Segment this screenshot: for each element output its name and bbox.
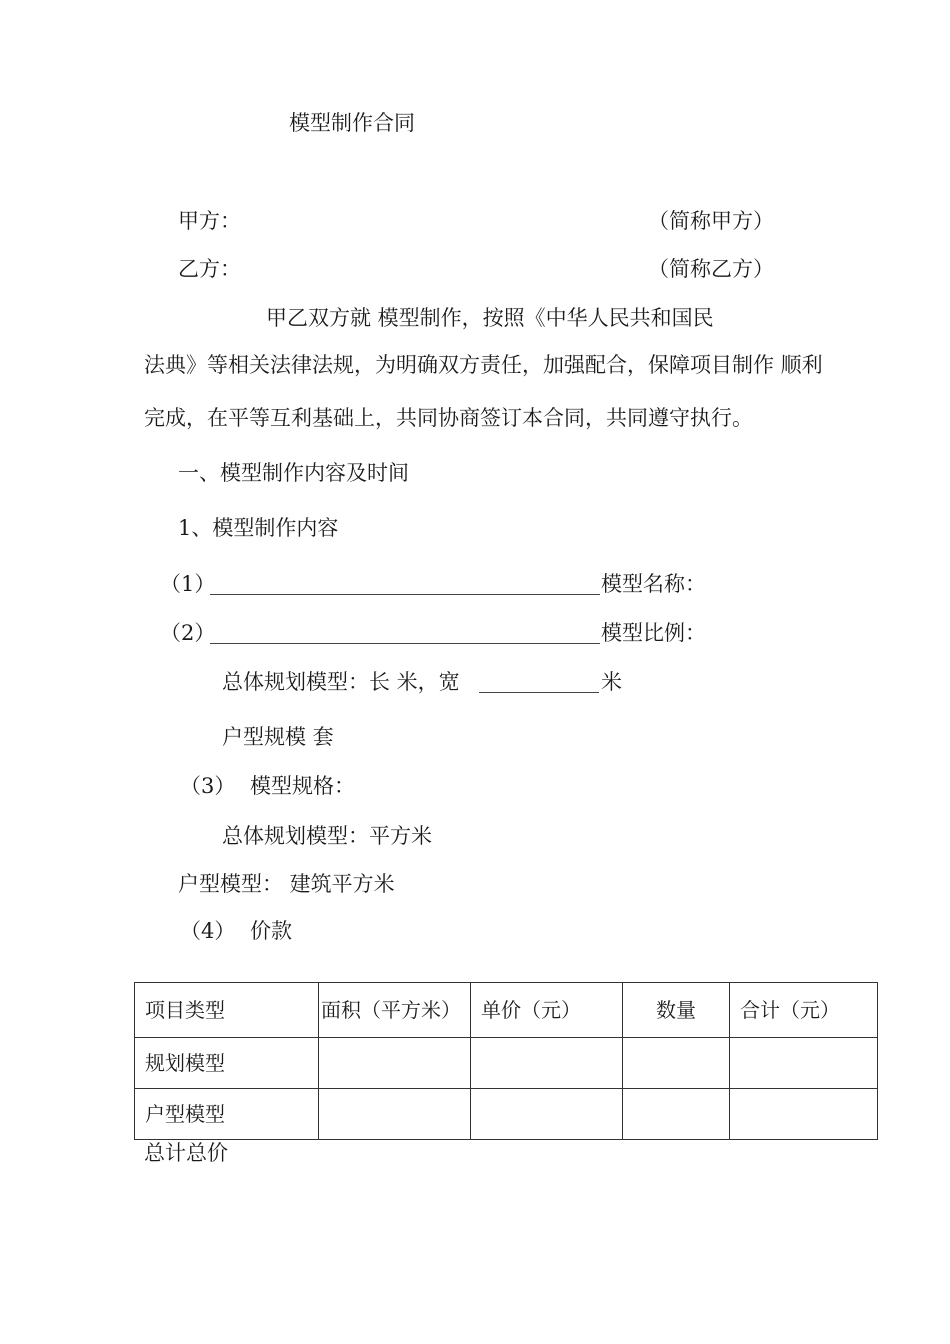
row-quantity-cell: [623, 1089, 730, 1140]
item-4-number: （4）: [180, 919, 236, 943]
plan-scale-unit: 米: [601, 670, 622, 694]
preamble-line-2: 法典》等相关法律法规，为明确双方责任，加强配合，保障项目制作 顺利: [144, 353, 823, 377]
row-subtotal-cell: [730, 1038, 878, 1089]
model-spec-label: 模型规格：: [250, 774, 355, 798]
section-1-heading: 一、模型制作内容及时间: [178, 461, 409, 485]
plan-scale-text: 总体规划模型：长 米，宽: [222, 670, 460, 694]
subsection-1-heading: 1、模型制作内容: [178, 516, 339, 540]
row-area-cell: [319, 1038, 471, 1089]
header-project-type: 项目类型: [135, 983, 319, 1038]
row-unit-price-cell: [471, 1089, 623, 1140]
header-subtotal: 合计（元）: [730, 983, 878, 1038]
party-a-alias: （简称甲方）: [648, 209, 774, 233]
header-unit-price: 单价（元）: [471, 983, 623, 1038]
item-3-number: （3）: [180, 774, 236, 798]
row-subtotal-cell: [730, 1089, 878, 1140]
header-quantity: 数量: [623, 983, 730, 1038]
unit-spec-text: 户型模型： 建筑平方米: [178, 872, 395, 896]
table-row: [135, 1038, 878, 1089]
item-2-number: （2）: [160, 621, 216, 645]
row-project-type: 户型模型: [135, 1089, 319, 1140]
contract-title: 模型制作合同: [289, 111, 415, 135]
total-price-label: 总计总价: [144, 1141, 228, 1165]
model-name-blank: [210, 594, 600, 595]
model-scale-label: 模型比例：: [601, 621, 706, 645]
item-1-number: （1）: [160, 572, 216, 596]
table-header-row: [135, 983, 878, 1038]
row-project-type: 规划模型: [135, 1038, 319, 1089]
row-quantity-cell: [623, 1038, 730, 1089]
price-label: 价款: [250, 919, 292, 943]
price-table: [134, 982, 878, 1140]
party-a-label: 甲方：: [178, 209, 241, 233]
unit-scale-text: 户型规模 套: [222, 725, 334, 749]
preamble-line-1: 甲乙双方就 模型制作，按照《中华人民共和国民: [266, 306, 714, 330]
plan-spec-text: 总体规划模型：平方米: [222, 824, 432, 848]
header-area: 面积（平方米）: [319, 983, 471, 1038]
model-name-label: 模型名称：: [601, 572, 706, 596]
row-area-cell: [319, 1089, 471, 1140]
party-b-label: 乙方：: [178, 257, 241, 281]
party-b-alias: （简称乙方）: [648, 257, 774, 281]
plan-width-blank: [479, 692, 599, 693]
model-scale-blank: [210, 643, 600, 644]
row-unit-price-cell: [471, 1038, 623, 1089]
preamble-line-3: 完成，在平等互利基础上，共同协商签订本合同，共同遵守执行。: [144, 406, 753, 430]
table-row: [135, 1089, 878, 1140]
